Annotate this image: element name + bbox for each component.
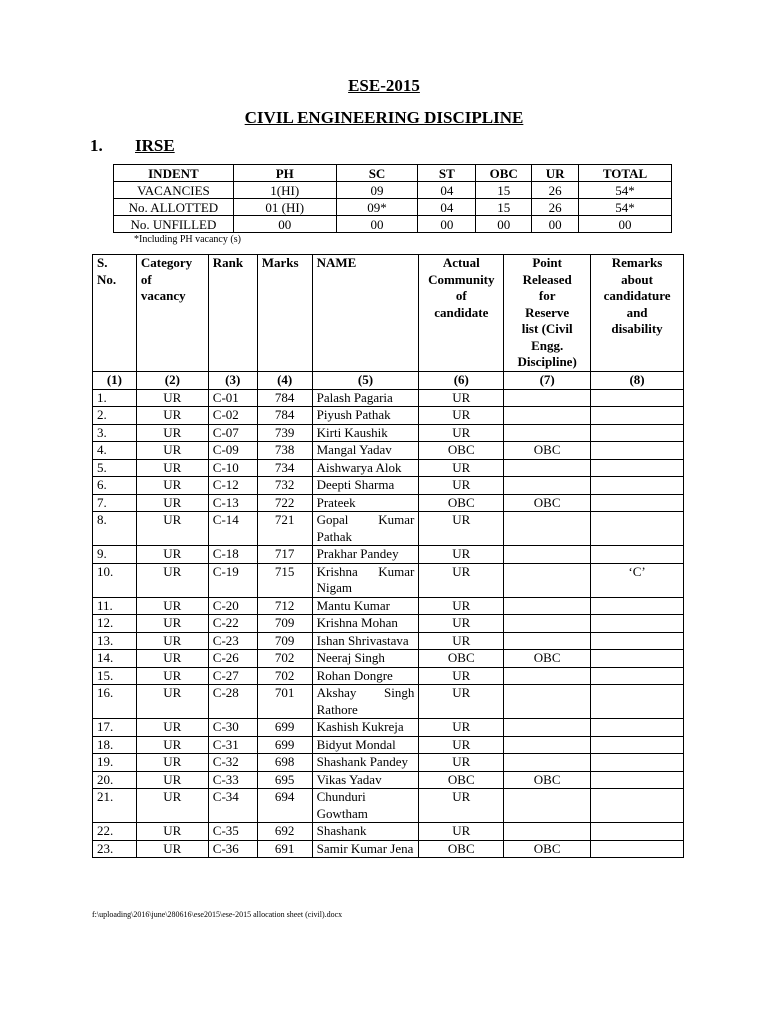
rank-cell: C-13: [208, 494, 257, 512]
serial-cell: 22.: [93, 823, 137, 841]
summary-cell: 00: [476, 216, 532, 233]
community-cell: OBC: [419, 494, 504, 512]
table-row: [93, 389, 684, 407]
name-cell: Rohan Dongre: [312, 667, 419, 685]
summary-header-row: [114, 165, 672, 182]
summary-cell: 26: [532, 182, 579, 199]
community-cell: UR: [419, 459, 504, 477]
point-released-cell: [504, 667, 591, 685]
name-cell: Ishan Shrivastava: [312, 632, 419, 650]
column-index-cell: (7): [504, 371, 591, 389]
summary-header-cell: INDENT: [114, 165, 234, 182]
serial-cell: 5.: [93, 459, 137, 477]
marks-cell: 722: [257, 494, 312, 512]
marks-cell: 721: [257, 512, 312, 546]
name-cell: Kashish Kukreja: [312, 719, 419, 737]
community-cell: UR: [419, 667, 504, 685]
point-released-cell: OBC: [504, 442, 591, 460]
category-cell: UR: [136, 823, 208, 841]
point-released-cell: [504, 563, 591, 597]
summary-footnote: *Including PH vacancy (s): [134, 234, 241, 245]
remarks-cell: [591, 840, 684, 858]
marks-cell: 709: [257, 615, 312, 633]
document-title: ESE-2015: [348, 76, 420, 95]
column-index-cell: (5): [312, 371, 419, 389]
summary-cell: 01 (HI): [233, 199, 336, 216]
name-cell: Deepti Sharma: [312, 477, 419, 495]
column-index-row: [93, 371, 684, 389]
summary-cell: 54*: [579, 199, 672, 216]
summary-header-cell: TOTAL: [579, 165, 672, 182]
rank-cell: C-19: [208, 563, 257, 597]
remarks-cell: [591, 546, 684, 564]
remarks-cell: [591, 754, 684, 772]
category-cell: UR: [136, 685, 208, 719]
remarks-cell: [591, 736, 684, 754]
summary-row-vacancies: [114, 182, 672, 199]
category-cell: UR: [136, 667, 208, 685]
rank-cell: C-10: [208, 459, 257, 477]
rank-cell: C-23: [208, 632, 257, 650]
summary-cell: 04: [418, 199, 476, 216]
rank-cell: C-33: [208, 771, 257, 789]
allocation-header-row: [93, 255, 684, 372]
remarks-cell: [591, 477, 684, 495]
table-row: [93, 546, 684, 564]
rank-cell: C-14: [208, 512, 257, 546]
marks-cell: 739: [257, 424, 312, 442]
summary-header-cell: ST: [418, 165, 476, 182]
summary-cell: 04: [418, 182, 476, 199]
summary-cell: No. UNFILLED: [114, 216, 234, 233]
remarks-cell: [591, 615, 684, 633]
category-cell: UR: [136, 389, 208, 407]
table-row: [93, 494, 684, 512]
serial-cell: 17.: [93, 719, 137, 737]
community-cell: UR: [419, 512, 504, 546]
section-heading: [90, 136, 175, 156]
marks-cell: 732: [257, 477, 312, 495]
name-cell: Kirti Kaushik: [312, 424, 419, 442]
name-cell: Samir Kumar Jena: [312, 840, 419, 858]
rank-cell: C-09: [208, 442, 257, 460]
remarks-cell: [591, 389, 684, 407]
table-row: [93, 615, 684, 633]
marks-cell: 717: [257, 546, 312, 564]
rank-cell: C-32: [208, 754, 257, 772]
category-cell: UR: [136, 754, 208, 772]
summary-cell: 54*: [579, 182, 672, 199]
category-cell: UR: [136, 736, 208, 754]
column-header-rank: Rank: [208, 255, 257, 372]
table-row: [93, 667, 684, 685]
remarks-cell: [591, 442, 684, 460]
summary-row-unfilled: [114, 216, 672, 233]
category-cell: UR: [136, 597, 208, 615]
name-cell: Prakhar Pandey: [312, 546, 419, 564]
summary-cell: 09*: [336, 199, 418, 216]
column-header-category: Category of vacancy: [136, 255, 208, 372]
remarks-cell: [591, 459, 684, 477]
serial-cell: 20.: [93, 771, 137, 789]
rank-cell: C-07: [208, 424, 257, 442]
point-released-cell: OBC: [504, 840, 591, 858]
name-cell: Gopal Kumar Pathak: [312, 512, 419, 546]
marks-cell: 709: [257, 632, 312, 650]
table-row: [93, 771, 684, 789]
point-released-cell: [504, 632, 591, 650]
marks-cell: 702: [257, 650, 312, 668]
community-cell: UR: [419, 632, 504, 650]
rank-cell: C-31: [208, 736, 257, 754]
community-cell: UR: [419, 789, 504, 823]
point-released-cell: [504, 615, 591, 633]
community-cell: UR: [419, 719, 504, 737]
summary-cell: 00: [418, 216, 476, 233]
community-cell: UR: [419, 424, 504, 442]
category-cell: UR: [136, 546, 208, 564]
summary-header-cell: SC: [336, 165, 418, 182]
marks-cell: 692: [257, 823, 312, 841]
category-cell: UR: [136, 459, 208, 477]
category-cell: UR: [136, 632, 208, 650]
category-cell: UR: [136, 771, 208, 789]
marks-cell: 784: [257, 407, 312, 425]
summary-header-cell: OBC: [476, 165, 532, 182]
table-row: [93, 789, 684, 823]
table-row: [93, 424, 684, 442]
community-cell: UR: [419, 823, 504, 841]
name-cell: Shashank Pandey: [312, 754, 419, 772]
table-row: [93, 442, 684, 460]
name-cell: Bidyut Mondal: [312, 736, 419, 754]
marks-cell: 784: [257, 389, 312, 407]
serial-cell: 23.: [93, 840, 137, 858]
rank-cell: C-26: [208, 650, 257, 668]
summary-cell: 09: [336, 182, 418, 199]
name-cell: Shashank: [312, 823, 419, 841]
rank-cell: C-27: [208, 667, 257, 685]
name-cell: Vikas Yadav: [312, 771, 419, 789]
serial-cell: 7.: [93, 494, 137, 512]
table-row: [93, 719, 684, 737]
marks-cell: 699: [257, 736, 312, 754]
name-cell: Neeraj Singh: [312, 650, 419, 668]
community-cell: UR: [419, 754, 504, 772]
rank-cell: C-34: [208, 789, 257, 823]
column-header-point-released: Point Released for Reserve list (Civil Engg. Discipline): [504, 255, 591, 372]
serial-cell: 1.: [93, 389, 137, 407]
name-cell: Mantu Kumar: [312, 597, 419, 615]
community-cell: UR: [419, 407, 504, 425]
serial-cell: 13.: [93, 632, 137, 650]
column-index-cell: (4): [257, 371, 312, 389]
category-cell: UR: [136, 563, 208, 597]
serial-cell: 19.: [93, 754, 137, 772]
marks-cell: 699: [257, 719, 312, 737]
marks-cell: 734: [257, 459, 312, 477]
community-cell: OBC: [419, 442, 504, 460]
marks-cell: 702: [257, 667, 312, 685]
marks-cell: 712: [257, 597, 312, 615]
marks-cell: 691: [257, 840, 312, 858]
remarks-cell: ‘C’: [591, 563, 684, 597]
rank-cell: C-30: [208, 719, 257, 737]
community-cell: OBC: [419, 771, 504, 789]
remarks-cell: [591, 407, 684, 425]
name-cell: Mangal Yadav: [312, 442, 419, 460]
column-index-cell: (6): [419, 371, 504, 389]
summary-cell: 1(HI): [233, 182, 336, 199]
community-cell: UR: [419, 736, 504, 754]
column-index-cell: (8): [591, 371, 684, 389]
remarks-cell: [591, 424, 684, 442]
point-released-cell: [504, 389, 591, 407]
table-row: [93, 736, 684, 754]
column-index-cell: (2): [136, 371, 208, 389]
name-cell: Akshay Singh Rathore: [312, 685, 419, 719]
remarks-cell: [591, 771, 684, 789]
serial-cell: 21.: [93, 789, 137, 823]
category-cell: UR: [136, 615, 208, 633]
marks-cell: 738: [257, 442, 312, 460]
table-row: [93, 477, 684, 495]
point-released-cell: [504, 546, 591, 564]
category-cell: UR: [136, 719, 208, 737]
summary-cell: 00: [579, 216, 672, 233]
remarks-cell: [591, 632, 684, 650]
file-path-footer: f:\uploading\2016\june\280616\ese2015\ese-2015 allocation sheet (civil).docx: [92, 910, 343, 919]
community-cell: UR: [419, 477, 504, 495]
serial-cell: 3.: [93, 424, 137, 442]
table-row: [93, 407, 684, 425]
remarks-cell: [591, 789, 684, 823]
column-header-name: NAME: [312, 255, 419, 372]
name-cell: Krishna Mohan: [312, 615, 419, 633]
rank-cell: C-36: [208, 840, 257, 858]
rank-cell: C-20: [208, 597, 257, 615]
table-row: [93, 650, 684, 668]
marks-cell: 701: [257, 685, 312, 719]
serial-cell: 8.: [93, 512, 137, 546]
category-cell: UR: [136, 789, 208, 823]
rank-cell: C-28: [208, 685, 257, 719]
point-released-cell: [504, 459, 591, 477]
rank-cell: C-02: [208, 407, 257, 425]
remarks-cell: [591, 597, 684, 615]
community-cell: UR: [419, 685, 504, 719]
point-released-cell: [504, 789, 591, 823]
serial-cell: 4.: [93, 442, 137, 460]
serial-cell: 18.: [93, 736, 137, 754]
remarks-cell: [591, 685, 684, 719]
summary-cell: 00: [336, 216, 418, 233]
name-cell: Prateek: [312, 494, 419, 512]
allocation-table-body: [93, 389, 684, 858]
summary-row-allotted: [114, 199, 672, 216]
serial-cell: 9.: [93, 546, 137, 564]
name-cell: Piyush Pathak: [312, 407, 419, 425]
section-number: 1.: [90, 136, 103, 155]
community-cell: UR: [419, 389, 504, 407]
point-released-cell: [504, 754, 591, 772]
serial-cell: 11.: [93, 597, 137, 615]
serial-cell: 14.: [93, 650, 137, 668]
category-cell: UR: [136, 650, 208, 668]
marks-cell: 695: [257, 771, 312, 789]
column-header-community: Actual Community of candidate: [419, 255, 504, 372]
serial-cell: 10.: [93, 563, 137, 597]
allocation-table: [92, 254, 684, 858]
discipline-title: CIVIL ENGINEERING DISCIPLINE: [244, 108, 524, 127]
table-row: [93, 840, 684, 858]
summary-cell: VACANCIES: [114, 182, 234, 199]
remarks-cell: [591, 667, 684, 685]
point-released-cell: [504, 719, 591, 737]
remarks-cell: [591, 512, 684, 546]
table-row: [93, 563, 684, 597]
community-cell: OBC: [419, 840, 504, 858]
summary-cell: 15: [476, 182, 532, 199]
point-released-cell: [504, 424, 591, 442]
marks-cell: 698: [257, 754, 312, 772]
column-index-cell: (1): [93, 371, 137, 389]
point-released-cell: [504, 736, 591, 754]
table-row: [93, 823, 684, 841]
table-row: [93, 632, 684, 650]
marks-cell: 715: [257, 563, 312, 597]
category-cell: UR: [136, 477, 208, 495]
summary-cell: 00: [233, 216, 336, 233]
table-row: [93, 459, 684, 477]
point-released-cell: OBC: [504, 650, 591, 668]
point-released-cell: [504, 685, 591, 719]
community-cell: UR: [419, 563, 504, 597]
serial-cell: 2.: [93, 407, 137, 425]
rank-cell: C-22: [208, 615, 257, 633]
name-cell: Palash Pagaria: [312, 389, 419, 407]
remarks-cell: [591, 650, 684, 668]
rank-cell: C-12: [208, 477, 257, 495]
category-cell: UR: [136, 840, 208, 858]
point-released-cell: OBC: [504, 494, 591, 512]
remarks-cell: [591, 823, 684, 841]
point-released-cell: [504, 823, 591, 841]
name-cell: Chunduri Gowtham: [312, 789, 419, 823]
column-header-sno: S. No.: [93, 255, 137, 372]
category-cell: UR: [136, 442, 208, 460]
point-released-cell: [504, 477, 591, 495]
serial-cell: 12.: [93, 615, 137, 633]
serial-cell: 15.: [93, 667, 137, 685]
community-cell: OBC: [419, 650, 504, 668]
summary-header-cell: UR: [532, 165, 579, 182]
category-cell: UR: [136, 407, 208, 425]
table-row: [93, 685, 684, 719]
serial-cell: 16.: [93, 685, 137, 719]
column-index-cell: (3): [208, 371, 257, 389]
point-released-cell: [504, 512, 591, 546]
table-row: [93, 512, 684, 546]
column-header-remarks: Remarks about candidature and disability: [591, 255, 684, 372]
summary-cell: No. ALLOTTED: [114, 199, 234, 216]
rank-cell: C-18: [208, 546, 257, 564]
community-cell: UR: [419, 597, 504, 615]
table-row: [93, 597, 684, 615]
serial-cell: 6.: [93, 477, 137, 495]
point-released-cell: [504, 597, 591, 615]
rank-cell: C-35: [208, 823, 257, 841]
point-released-cell: OBC: [504, 771, 591, 789]
summary-cell: 00: [532, 216, 579, 233]
summary-cell: 15: [476, 199, 532, 216]
vacancy-summary-table: [113, 164, 672, 233]
category-cell: UR: [136, 424, 208, 442]
category-cell: UR: [136, 512, 208, 546]
summary-header-cell: PH: [233, 165, 336, 182]
marks-cell: 694: [257, 789, 312, 823]
name-cell: Krishna Kumar Nigam: [312, 563, 419, 597]
summary-cell: 26: [532, 199, 579, 216]
column-header-marks: Marks: [257, 255, 312, 372]
community-cell: UR: [419, 546, 504, 564]
section-name: IRSE: [135, 136, 175, 155]
name-cell: Aishwarya Alok: [312, 459, 419, 477]
remarks-cell: [591, 494, 684, 512]
point-released-cell: [504, 407, 591, 425]
remarks-cell: [591, 719, 684, 737]
rank-cell: C-01: [208, 389, 257, 407]
category-cell: UR: [136, 494, 208, 512]
community-cell: UR: [419, 615, 504, 633]
table-row: [93, 754, 684, 772]
